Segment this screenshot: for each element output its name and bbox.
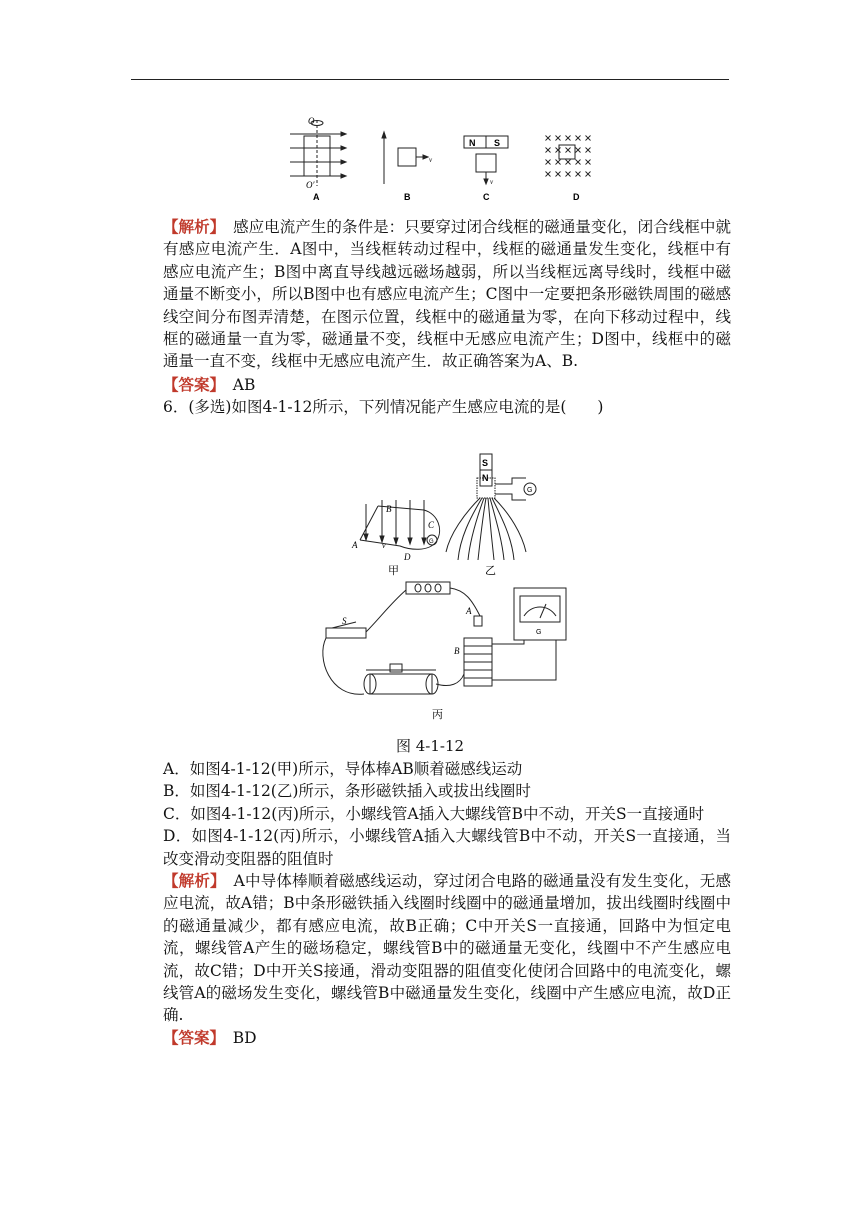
figure-jia-letter-b: B [386,504,392,514]
figure-yi-galvanometer: G [527,487,533,494]
figure-c-magnet-n: N [469,138,476,148]
option-b: B．如图4-1-12(乙)所示，条形磁铁插入或拔出线圈时 [163,782,531,801]
figure-abcd [280,112,610,208]
analysis-2-tag: 【解析】 [163,872,218,891]
figure-jia-label: 甲 [388,565,399,577]
figure-jia-velocity: v [382,541,386,550]
figure-a-axis-top: O [308,116,315,126]
analysis-1-paragraph [131,216,731,373]
analysis-1-text: 感应电流产生的条件是：只要穿过闭合线框的磁通量变化，闭合线框中就有感应电流产生．A图中，当线框转动过程中，线框的磁通量发生变化，线框中有感应电流产生；B图中离直导线越远磁场越弱，所以当线框远离导线时，线框中磁通量不断变小，所以B图中也有感应电流产生；C图中一定要把条形磁铁周围的磁感线空间分布图弄清楚，在图示位置，线框中的磁通量为零，在向下移动过程中，线框的磁通量一直为零，磁通量不变，线框中无感应电流产生；D图中，线框中的磁通量一直不变，线框中无感应电流产生．故正确答案为A、B. [163,218,731,371]
answer-1-value: AB [232,375,256,394]
figure-label-b: B [404,192,411,202]
option-c: C．如图4-1-12(丙)所示，小螺线管A插入大螺线管B中不动，开关S一直接通时 [163,804,705,823]
figure-bing [323,582,566,694]
figure-a-axis-bottom: O′ [306,180,315,190]
figure-yi-magnet-s: S [482,458,489,468]
figure-jia-letter-c: C [428,520,435,530]
option-d: D．如图4-1-12(丙)所示，小螺线管A插入大螺线管B中不动，开关S一直接通，当改变滑动变阻器的阻值时 [163,827,731,868]
answer-2-tag: 【答案】 [163,1028,218,1047]
figure-yi-label: 乙 [485,565,496,577]
figure-bing-switch-s: S [342,616,347,626]
answer-1-line [131,374,731,396]
figure-d [546,136,591,177]
analysis-2-paragraph [131,870,731,1027]
figure-bing-coil-a: A [466,606,472,616]
figure-jia-letter-d: D [404,552,411,562]
analysis-1-tag: 【解析】 [163,218,218,236]
figure-label-c: C [483,192,490,202]
question-6-stem: 6．(多选)如图4-1-12所示，下列情况能产生感应电流的是( ) [163,398,604,417]
figure-yi [446,454,536,560]
header-rule [131,79,729,80]
figure-jia-letter-a: A [352,540,358,550]
analysis-1-block [131,216,731,419]
answer-2-line [131,1027,731,1049]
figure-yi-magnet-n: N [482,473,489,483]
figure-a [290,120,346,186]
figure-4-1-12 [320,448,600,724]
figure-label-d: D [573,192,580,202]
figure-c-magnet-s: S [494,138,501,148]
answer-2-value: BD [232,1028,257,1047]
figure-b [382,132,428,184]
option-a: A．如图4-1-12(甲)所示，导体棒AB顺着磁感线运动 [163,760,523,778]
figure-bing-coil-b: B [454,646,460,656]
question-6-block [131,758,731,1049]
figure-bing-galvanometer: G [536,629,542,636]
figure-label-a: A [313,192,320,202]
figure-b-velocity: v [429,156,433,164]
figure-caption: 图 4-1-12 [395,737,465,755]
figure-c-velocity: v [490,178,494,186]
figure-jia-galvanometer: G [429,539,434,545]
figure-d-frame [559,145,575,159]
analysis-2-text: A中导体棒顺着磁感线运动，穿过闭合电路的磁通量没有发生变化，无感应电流，故A错；B中条形磁铁插入线圈时线圈中的磁通量增加，拔出线圈时线圈中的磁通量减少，都有感应电流，故B正确；C中开关S一直接通，回路中为恒定电流，螺线管A产生的磁场稳定，螺线管B中的磁通量无变化，线圈中不产生感应电流，故C错；D中开关S接通，滑动变阻器的阻值变化使闭合回路中的电流变化，螺线管A的磁场发生变化，螺线管B中磁通量发生变化，线圈中产生感应电流，故D正确. [163,872,731,1025]
figure-bing-label: 丙 [432,709,443,721]
answer-1-tag: 【答案】 [163,375,218,394]
